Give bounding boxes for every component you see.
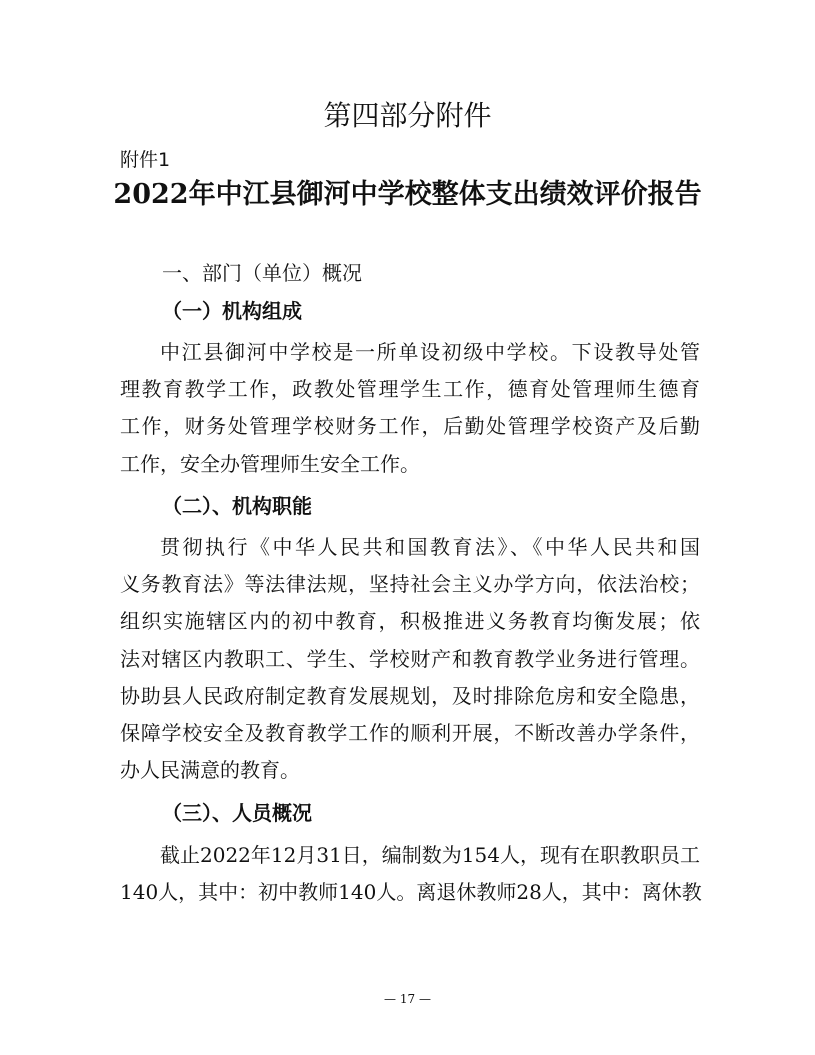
- page-number: — 17 —: [384, 992, 431, 1006]
- paragraph-line: 协助县人民政府制定教育发展规划，及时排除危房和安全隐患，: [120, 683, 700, 708]
- paragraph-functions: [120, 529, 700, 789]
- paragraph-line: 工作，安全办管理师生安全工作。: [120, 451, 420, 476]
- paragraph-line: 保障学校安全及教育教学工作的顺利开展，不断改善办学条件，: [120, 720, 700, 745]
- subsection-heading-staff: （三）、人员概况: [162, 801, 312, 825]
- paragraph-line: 办人民满意的教育。: [120, 758, 300, 783]
- paragraph-line: 140人，其中：初中教师140人。离退休教师28人，其中：离休教: [120, 880, 702, 905]
- section-heading: 一、部门（单位）概况: [162, 261, 362, 285]
- paragraph-staff: [120, 837, 700, 911]
- paragraph-organization: [120, 334, 700, 483]
- subsection-heading-organization: （一）机构组成: [162, 299, 302, 323]
- paragraph-line: 理教育教学工作，政教处管理学生工作，德育处管理师生德育: [120, 377, 700, 402]
- document-title: 2022年中江县御河中学校整体支出绩效评价报告: [113, 179, 702, 210]
- paragraph-line: 组织实施辖区内的初中教育，积极推进义务教育均衡发展；依: [120, 609, 700, 634]
- attachment-label: 附件1: [120, 149, 171, 171]
- paragraph-line: 工作，财务处管理学校财务工作，后勤处管理学校资产及后勤: [120, 414, 700, 439]
- paragraph-line: 截止2022年12月31日，编制数为154人，现有在职教职员工: [160, 843, 700, 867]
- paragraph-line: 贯彻执行《中华人民共和国教育法》、《中华人民共和国: [160, 535, 700, 559]
- paragraph-line: 义务教育法》等法律法规，坚持社会主义办学方向，依法治校；: [120, 572, 700, 597]
- part-title: 第四部分附件: [323, 99, 492, 132]
- subsection-heading-functions: （二）、机构职能: [162, 494, 312, 518]
- paragraph-line: 法对辖区内教职工、学生、学校财产和教育教学业务进行管理。: [120, 646, 700, 671]
- paragraph-line: 中江县御河中学校是一所单设初级中学校。下设教导处管: [160, 340, 700, 364]
